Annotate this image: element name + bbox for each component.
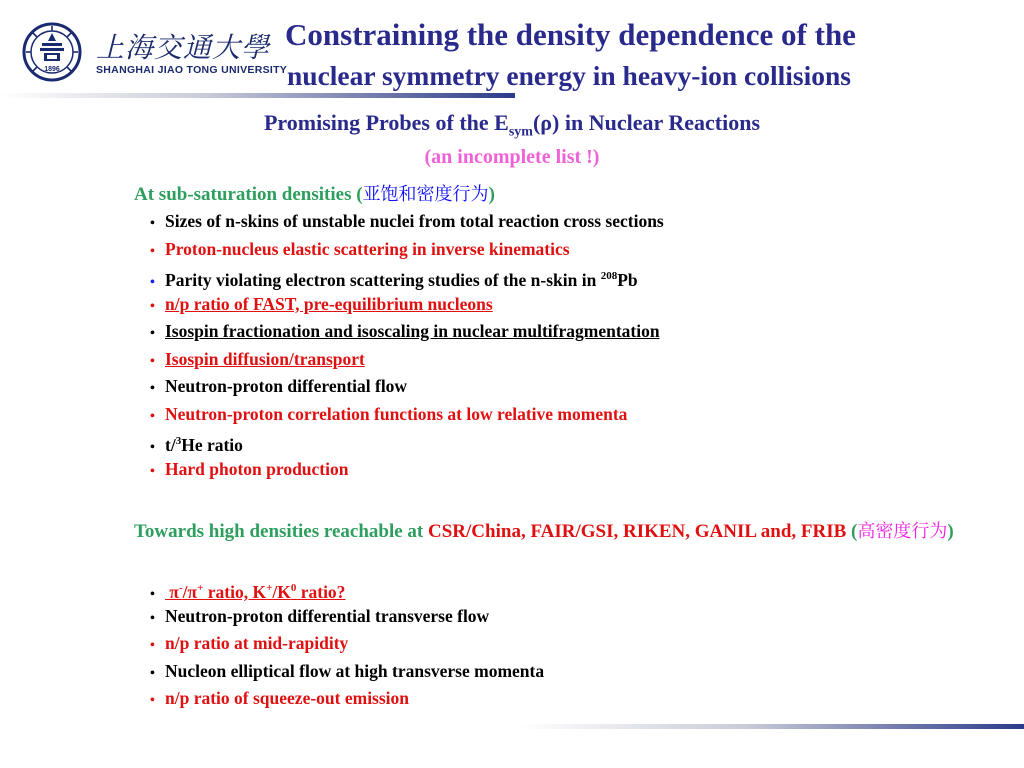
item-text xyxy=(165,321,660,341)
pi-slash: /π xyxy=(182,581,198,602)
probe1-item xyxy=(150,346,664,374)
probe-list-sub-saturation xyxy=(150,208,664,483)
item-text xyxy=(165,270,638,290)
item-main: Isospin fractionation and isoscaling in nuclear multifragmentation xyxy=(165,321,660,341)
sup-plus: + xyxy=(197,582,204,594)
probe1-item xyxy=(150,236,664,264)
bullet-icon: • xyxy=(150,216,155,231)
university-logo xyxy=(22,20,288,84)
k-slash: /K xyxy=(272,581,291,602)
bullet-icon: • xyxy=(150,439,155,455)
probe2-item xyxy=(150,575,544,603)
bullet-icon: • xyxy=(150,638,155,653)
sup-k0: 0 xyxy=(290,582,297,594)
bullet-icon: • xyxy=(150,243,155,259)
sup-minus: - xyxy=(178,582,183,594)
item-main: Proton-nucleus elastic scattering in inverse kinematics xyxy=(165,238,570,259)
section-heading-high-density xyxy=(134,518,954,546)
item-sup: 208 xyxy=(600,270,618,282)
probe1-item xyxy=(150,373,664,401)
bullet-icon: • xyxy=(150,665,155,681)
item-main: Neutron-proton differential flow xyxy=(165,376,408,396)
section-heading-sub-saturation xyxy=(134,180,495,206)
probe2-item xyxy=(150,658,544,686)
item-main: Parity violating electron scattering studies of the n-skin in xyxy=(165,269,601,290)
item-after: He ratio xyxy=(181,434,243,455)
item-text xyxy=(165,633,348,653)
bullet-icon: • xyxy=(150,693,155,708)
probe1-item xyxy=(150,291,664,319)
item-main: n/p ratio of FAST, pre-equilibrium nucleons xyxy=(165,293,493,314)
ratio-tail: ratio? xyxy=(296,581,346,602)
subtitle-note: (an incomplete list !) xyxy=(424,146,600,168)
slide-title-line1: Constraining the density dependence of the xyxy=(285,17,856,52)
item-text xyxy=(165,404,627,424)
university-name-cn: 上海交通大學 xyxy=(96,31,271,64)
probe1-item xyxy=(150,428,664,456)
university-seal-icon xyxy=(22,22,82,82)
section1-heading-text: At sub-saturation densities ( xyxy=(134,184,363,205)
item-sup: 3 xyxy=(175,435,182,447)
slide-title-line2: nuclear symmetry energy in heavy-ion collisions xyxy=(287,60,851,91)
section2-heading-cn: 高密度行为 xyxy=(857,521,948,542)
item-main: Isospin diffusion/transport xyxy=(165,348,365,369)
item-after: Pb xyxy=(617,269,638,290)
probe1-item xyxy=(150,263,664,291)
header-divider xyxy=(0,93,515,98)
probe-list-high-density xyxy=(150,575,544,713)
item-text xyxy=(165,582,345,602)
bullet-icon: • xyxy=(150,353,155,369)
bullet-icon: • xyxy=(150,326,155,341)
item-text xyxy=(165,661,544,681)
section1-heading-cn: 亚饱和密度行为 xyxy=(362,184,489,205)
item-main: Hard photon production xyxy=(165,458,349,479)
subtitle-suffix: (ρ) in Nuclear Reactions xyxy=(532,110,761,135)
probe1-item xyxy=(150,401,664,429)
item-main: n/p ratio at mid-rapidity xyxy=(165,633,349,653)
item-main: n/p ratio of squeeze-out emission xyxy=(165,688,410,708)
university-name-en: SHANGHAI JIAO TONG UNIVERSITY xyxy=(96,64,288,76)
bullet-icon: • xyxy=(150,610,155,626)
probe1-item xyxy=(150,208,664,236)
bullet-icon: • xyxy=(150,381,155,396)
item-text xyxy=(165,435,243,455)
item-main: Neutron-proton differential transverse flow xyxy=(165,605,490,626)
bullet-icon: • xyxy=(150,463,155,479)
item-text xyxy=(165,211,664,231)
bullet-icon: • xyxy=(150,274,155,290)
probe2-item xyxy=(150,603,544,631)
item-main: Sizes of n-skins of unstable nuclei from total reaction cross sections xyxy=(165,211,664,231)
section2-heading-green: Towards high densities reachable at xyxy=(134,521,429,542)
section1-heading-close: ) xyxy=(488,184,495,205)
item-text xyxy=(165,239,570,259)
section2-heading-close: ) xyxy=(947,521,954,542)
item-text xyxy=(165,459,348,479)
item-main: Neutron-proton correlation functions at low relative momenta xyxy=(165,403,628,424)
section2-heading-facilities: CSR/China, FAIR/GSI, RIKEN, GANIL and, FRIB xyxy=(428,521,847,542)
bullet-icon: • xyxy=(150,298,155,314)
item-main: Nucleon elliptical flow at high transverse momenta xyxy=(165,660,545,681)
pi-minus: π xyxy=(165,581,179,602)
item-main: t/ xyxy=(165,434,176,455)
subtitle-prefix: Promising Probes of the E xyxy=(263,110,509,135)
ratio-k: ratio, K xyxy=(203,581,267,602)
probe2-item xyxy=(150,685,544,713)
item-text xyxy=(165,349,365,369)
probe1-item xyxy=(150,318,664,346)
sup-kplus: + xyxy=(266,582,273,594)
seal-year: 1896 xyxy=(44,66,60,73)
bullet-icon: • xyxy=(150,586,155,602)
item-text xyxy=(165,376,407,396)
bullet-icon: • xyxy=(150,408,155,424)
item-text xyxy=(165,688,409,708)
section2-heading-open: ( xyxy=(846,521,858,542)
probe1-item xyxy=(150,456,664,484)
item-text xyxy=(165,294,493,314)
slide-subtitle xyxy=(0,110,1024,140)
item-text xyxy=(165,606,489,626)
footer-divider xyxy=(520,724,1024,729)
probe2-item xyxy=(150,630,544,658)
subtitle-subscript: sym xyxy=(508,124,533,140)
